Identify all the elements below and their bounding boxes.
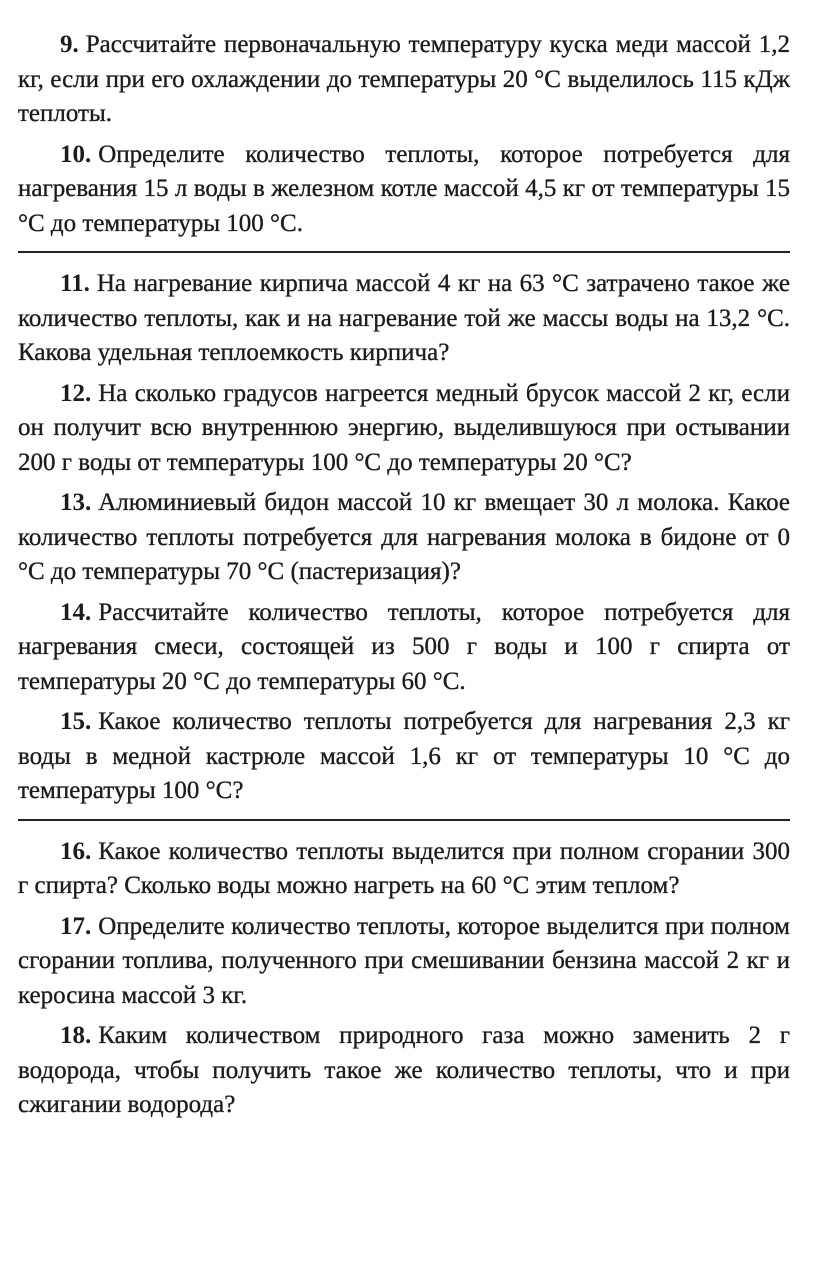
section-divider bbox=[18, 819, 790, 821]
textbook-page bbox=[18, 28, 790, 1129]
problem-text: На нагревание кирпича массой 4 кг на 63 °С затрачено такое же количество теплоты, как и на нагревание той же массы воды на 13,2 °С. Какова удельная теплоемкость кирпича? bbox=[18, 270, 790, 366]
problem-text: Алюминиевый бидон массой 10 кг вмещает 30 л молока. Какое количество теплоты потребуется для нагревания молока в бидоне от 0 °С до температуры 70 °С (пастеризация)? bbox=[18, 489, 790, 585]
problem-number: 14. bbox=[60, 598, 92, 626]
problem-14 bbox=[18, 596, 790, 700]
problem-9 bbox=[18, 28, 790, 132]
problem-text: Какое количество теплоты выделится при полном сгорании 300 г спирта? Сколько воды можно нагреть на 60 °С этим теплом? bbox=[18, 837, 790, 899]
problem-15 bbox=[18, 705, 790, 809]
problem-12 bbox=[18, 377, 790, 481]
problem-16 bbox=[18, 835, 790, 904]
problem-text: Рассчитайте первоначальную температуру куска меди массой 1,2 кг, если при его охлаждении до температуры 20 °С выделилось 115 кДж теплоты. bbox=[18, 31, 790, 127]
problem-text: Рассчитайте количество теплоты, которое потребуется для нагревания смеси, состоящей из 500 г воды и 100 г спирта от температуры 20 °С до температуры 60 °С. bbox=[18, 598, 790, 695]
problem-13 bbox=[18, 486, 790, 590]
problem-17 bbox=[18, 910, 790, 1014]
problem-number: 11. bbox=[60, 270, 90, 297]
problem-number: 16. bbox=[60, 837, 92, 865]
problem-number: 17. bbox=[60, 912, 92, 940]
problem-number: 13. bbox=[60, 489, 92, 516]
problem-text: Какое количество теплоты потребуется для нагревания 2,3 кг воды в медной кастрюле массой 1,6 кг от температуры 10 °С до температуры 100 °С? bbox=[18, 708, 790, 804]
problem-text: На сколько градусов нагреется медный брусок массой 2 кг, если он получит всю внутреннюю энергию, выделившуюся при остывании 200 г воды от температуры 100 °С до температуры 20 °С? bbox=[18, 379, 790, 476]
section-divider bbox=[18, 251, 790, 253]
problem-text: Определите количество теплоты, которое выделится при полном сгорании топлива, полученного при смешивании бензина массой 2 кг и керосина массой 3 кг. bbox=[18, 912, 790, 1009]
problem-number: 9. bbox=[60, 31, 79, 58]
problem-text: Определите количество теплоты, которое потребуется для нагревания 15 л воды в железном котле массой 4,5 кг от температуры 15 °С до температуры 100 °С. bbox=[18, 140, 790, 237]
problem-number: 10. bbox=[60, 140, 92, 168]
problem-number: 15. bbox=[60, 708, 92, 735]
problem-number: 12. bbox=[60, 379, 92, 407]
problem-11 bbox=[18, 267, 790, 371]
problem-text: Каким количеством природного газа можно заменить 2 г водорода, чтобы получить такое же количество теплоты, что и при сжигании водорода? bbox=[18, 1022, 790, 1118]
problem-18 bbox=[18, 1019, 790, 1123]
problem-10 bbox=[18, 138, 790, 242]
problem-number: 18. bbox=[60, 1022, 92, 1049]
